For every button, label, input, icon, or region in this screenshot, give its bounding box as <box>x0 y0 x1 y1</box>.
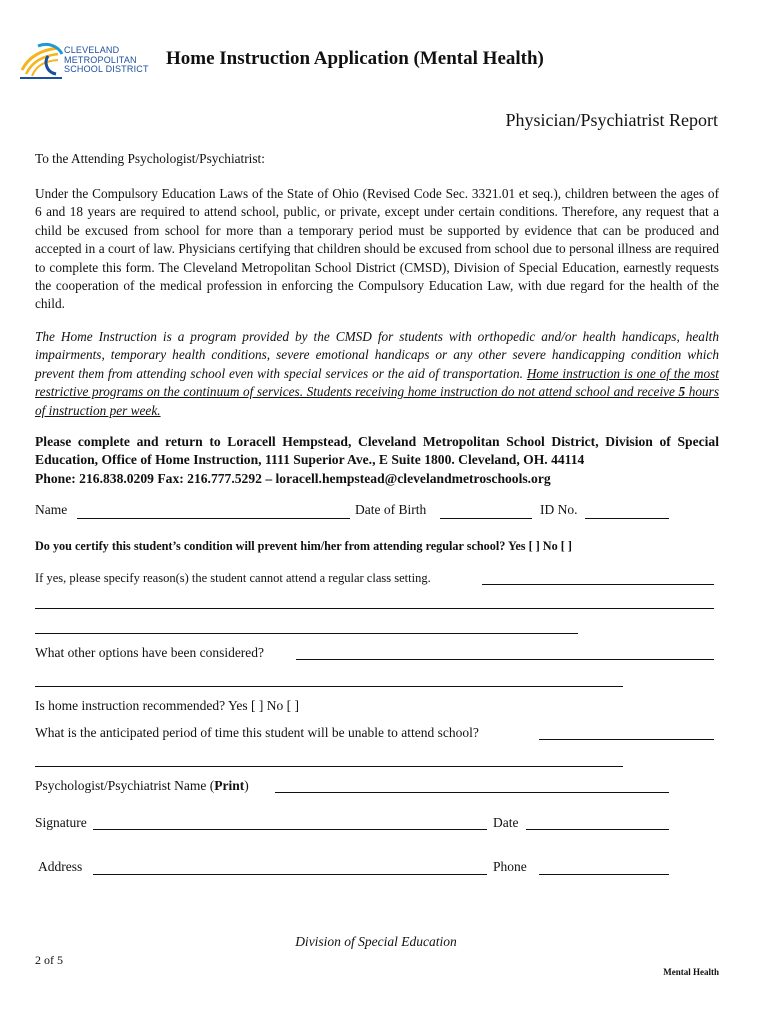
reason-field-3[interactable] <box>35 633 578 634</box>
intro-paragraph: Under the Compulsory Education Laws of the State of Ohio (Revised Code Sec. 3321.01 et seq.), children between the ages of 6 and 18 years are required to attend school, public, or private, except under certain conditions. Therefore, any request that a child be excused from school for more than a temporary period must be supported by evidence that can be produced and accepted in a court of law. Physicians certifying that children should be excused from school due to personal illness are required to complete this form. The Cleveland Metropolitan School District (CMSD), Division of Special Education, earnestly requests the cooperation of the medical profession in enforcing the Compulsory Education Law, with due regard for the health of the child. <box>35 186 719 312</box>
psych-name-field[interactable] <box>275 792 669 793</box>
report-subtitle: Physician/Psychiatrist Report <box>505 110 718 130</box>
period-field-1[interactable] <box>539 739 714 740</box>
footer-division: Division of Special Education <box>295 934 457 949</box>
program-text: The Home Instruction is a program provided by the CMSD for students with orthopedic and/or health handicaps, health impairments, temporary health conditions, severe emotional handicaps or any other severe handicapping condition which prevent them from attending school even with special services or the aid of transportation. <box>35 329 719 381</box>
date-field[interactable] <box>526 829 669 830</box>
restrictive-text: Home instruction is one of the most restrictive programs on the continuum of services. Students receiving home instruction do not attend school and receive 5 hours of instruction per week. <box>35 365 720 418</box>
phone-field[interactable] <box>539 874 669 875</box>
options-label: What other options have been considered? <box>35 645 265 660</box>
options-field-1[interactable] <box>296 659 714 660</box>
signature-field[interactable] <box>93 829 487 830</box>
reason-label: If yes, please specify reason(s) the student cannot attend a regular class setting. <box>35 571 431 585</box>
id-label: ID No. <box>540 502 578 517</box>
reason-field-2[interactable] <box>35 608 714 609</box>
id-field[interactable] <box>585 518 669 519</box>
page-number: 2 of 5 <box>35 953 63 967</box>
period-field-2[interactable] <box>35 766 623 767</box>
dob-label: Date of Birth <box>355 502 427 517</box>
certify-question[interactable]: Do you certify this student’s condition will prevent him/her from attending regular school? Yes [ ] No [ ] <box>35 539 572 553</box>
page-title: Home Instruction Application (Mental Health) <box>166 48 544 69</box>
salutation: To the Attending Psychologist/Psychiatrist: <box>35 151 265 166</box>
reason-field-1[interactable] <box>482 584 714 585</box>
recommended-question[interactable]: Is home instruction recommended? Yes [ ] No [ ] <box>35 698 299 713</box>
name-field[interactable] <box>77 518 350 519</box>
address-label: Address <box>38 859 83 874</box>
name-label: Name <box>35 502 68 517</box>
return-instructions <box>35 433 719 488</box>
logo-text: CLEVELAND METROPOLITAN SCHOOL DISTRICT <box>64 45 149 74</box>
signature-label: Signature <box>35 815 87 830</box>
footer-section: Mental Health <box>663 967 719 977</box>
address-field[interactable] <box>93 874 487 875</box>
options-field-2[interactable] <box>35 686 623 687</box>
period-label: What is the anticipated period of time this student will be unable to attend school? <box>35 725 479 740</box>
psych-name-label: Psychologist/Psychiatrist Name (Print) <box>35 778 249 793</box>
dob-field[interactable] <box>440 518 532 519</box>
return-address: Please complete and return to Loracell Hempstead, Cleveland Metropolitan School District, Division of Special Education, Office of Home Instruction, 1111 Superior Ave., E Suite 1800. Cleveland, OH. 44114 <box>35 434 719 468</box>
program-paragraph <box>35 328 719 420</box>
return-contact: Phone: 216.838.0209 Fax: 216.777.5292 – loracell.hempstead@clevelandmetroschools.org <box>35 470 551 486</box>
phone-label: Phone <box>493 859 527 874</box>
date-label: Date <box>493 815 519 830</box>
